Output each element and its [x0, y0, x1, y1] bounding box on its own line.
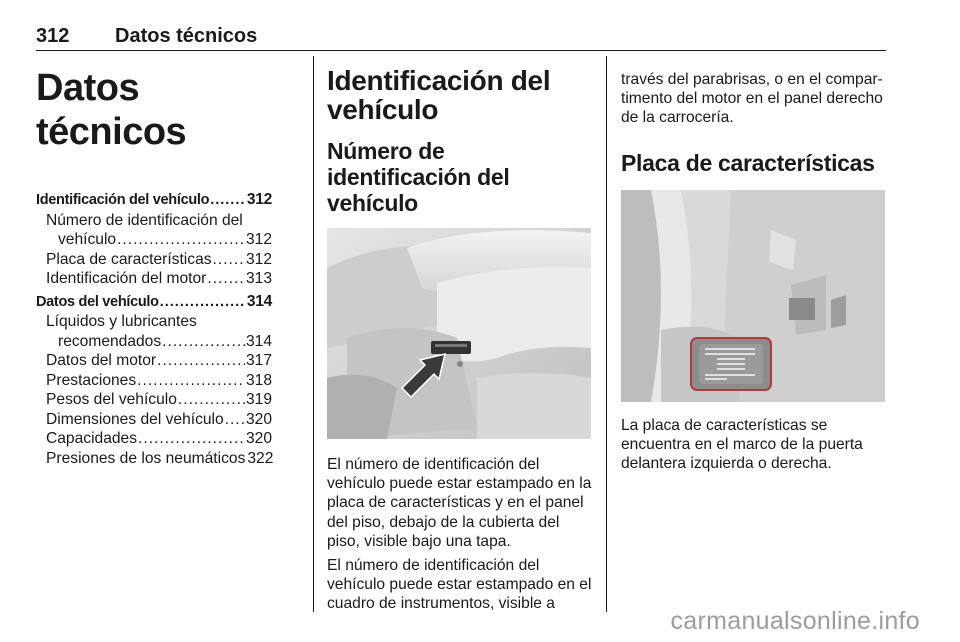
plate-caption: La placa de características se encuentra en el marco de la puerta delantera izquierda o derecha.	[621, 416, 863, 473]
toc-entry	[36, 371, 272, 391]
vin-paragraph-1: El número de identificación del vehículo puede estar estampado en la placa de características y en el panel del piso, debajo de la cubierta del piso, visible bajo una tapa.	[327, 456, 592, 550]
toc-entry	[36, 250, 272, 270]
toc-entry-title: Identificación del motor	[46, 270, 207, 287]
toc-page-number: 312	[245, 250, 272, 268]
toc-entry	[36, 332, 272, 352]
column-divider-right	[606, 56, 607, 612]
section-heading: Identificación del vehículo	[327, 65, 551, 125]
toc-entry-title: recomendados	[58, 332, 162, 350]
toc-entry-title: Datos del motor	[46, 352, 157, 369]
chapter-title: Datos técnicos	[36, 67, 187, 153]
toc-column	[36, 56, 272, 468]
plate-heading: Placa de características	[621, 149, 875, 176]
toc-section	[36, 190, 272, 211]
toc-page-number: 319	[245, 391, 272, 408]
toc-leader-dots	[117, 230, 245, 250]
toc-entry-title: Dimensiones del vehículo	[46, 410, 224, 428]
toc-entry-title: vehículo	[58, 231, 117, 248]
toc-leader-dots	[178, 390, 245, 410]
toc-leader-dots	[225, 410, 245, 430]
toc-page-number: 314	[245, 332, 272, 350]
toc-page-number: 320	[245, 430, 272, 447]
toc-page-number: 314	[246, 292, 272, 310]
toc-entry-title: Capacidades	[46, 430, 138, 447]
toc-entry-title: Número de identificación del	[46, 211, 243, 229]
toc-entry-title: Pesos del vehículo	[46, 391, 177, 408]
watermark: carmanualsonline.info	[670, 607, 920, 635]
toc-leader-dots	[210, 191, 246, 211]
toc-page-number: 313	[245, 270, 272, 287]
toc-entry	[36, 410, 272, 430]
vin-paragraph-2: El número de identificación del vehículo puede estar estampado en el cuadro de instrumentos, visible a	[327, 557, 592, 613]
toc-entry-title: Líquidos y lubricantes	[46, 313, 197, 330]
toc-leader-dots	[207, 269, 245, 289]
toc-entry	[36, 429, 272, 449]
toc-section	[36, 292, 272, 313]
toc-entry	[36, 269, 272, 289]
header-rule	[36, 50, 886, 51]
toc-leader-dots	[137, 371, 245, 391]
toc-page-number: 322	[247, 449, 274, 467]
page-number: 312	[36, 25, 70, 47]
toc-entry	[36, 230, 272, 250]
toc-page-number: 318	[245, 371, 272, 389]
toc-entry	[36, 449, 272, 469]
subsection-heading: Número de identificación del vehículo	[327, 138, 510, 216]
toc-entry	[36, 390, 272, 410]
plate-column	[621, 56, 886, 473]
toc-page-number: 317	[245, 352, 272, 369]
vin-location-illustration	[327, 228, 591, 439]
toc-entry	[36, 312, 272, 332]
toc-entry-title: Prestaciones	[46, 371, 137, 389]
toc-leader-dots	[138, 429, 245, 449]
toc-page-number: 320	[245, 410, 272, 428]
running-header: Datos técnicos	[115, 25, 258, 47]
toc-leader-dots	[157, 351, 245, 371]
toc-entry	[36, 211, 272, 231]
toc-entry-title: Identificación del vehículo	[36, 192, 210, 208]
id-plate-illustration	[621, 190, 885, 402]
toc-entry	[36, 351, 272, 371]
toc-leader-dots	[162, 332, 245, 352]
toc-entry-title: Presiones de los neumáticos	[46, 449, 246, 467]
column-divider-left	[313, 56, 314, 612]
vehicle-id-column	[327, 56, 592, 614]
toc-entry-title: Placa de características	[46, 250, 212, 268]
toc-entry-title: Datos del vehículo	[36, 293, 159, 310]
toc-page-number: 312	[246, 191, 272, 208]
table-of-contents	[36, 190, 272, 468]
toc-leader-dots	[160, 293, 246, 313]
toc-page-number: 312	[245, 231, 272, 248]
toc-leader-dots	[213, 250, 245, 270]
continuation-paragraph: través del parabrisas, o en el compar-timento del motor en el panel derecho de la carrocería.	[621, 71, 883, 127]
